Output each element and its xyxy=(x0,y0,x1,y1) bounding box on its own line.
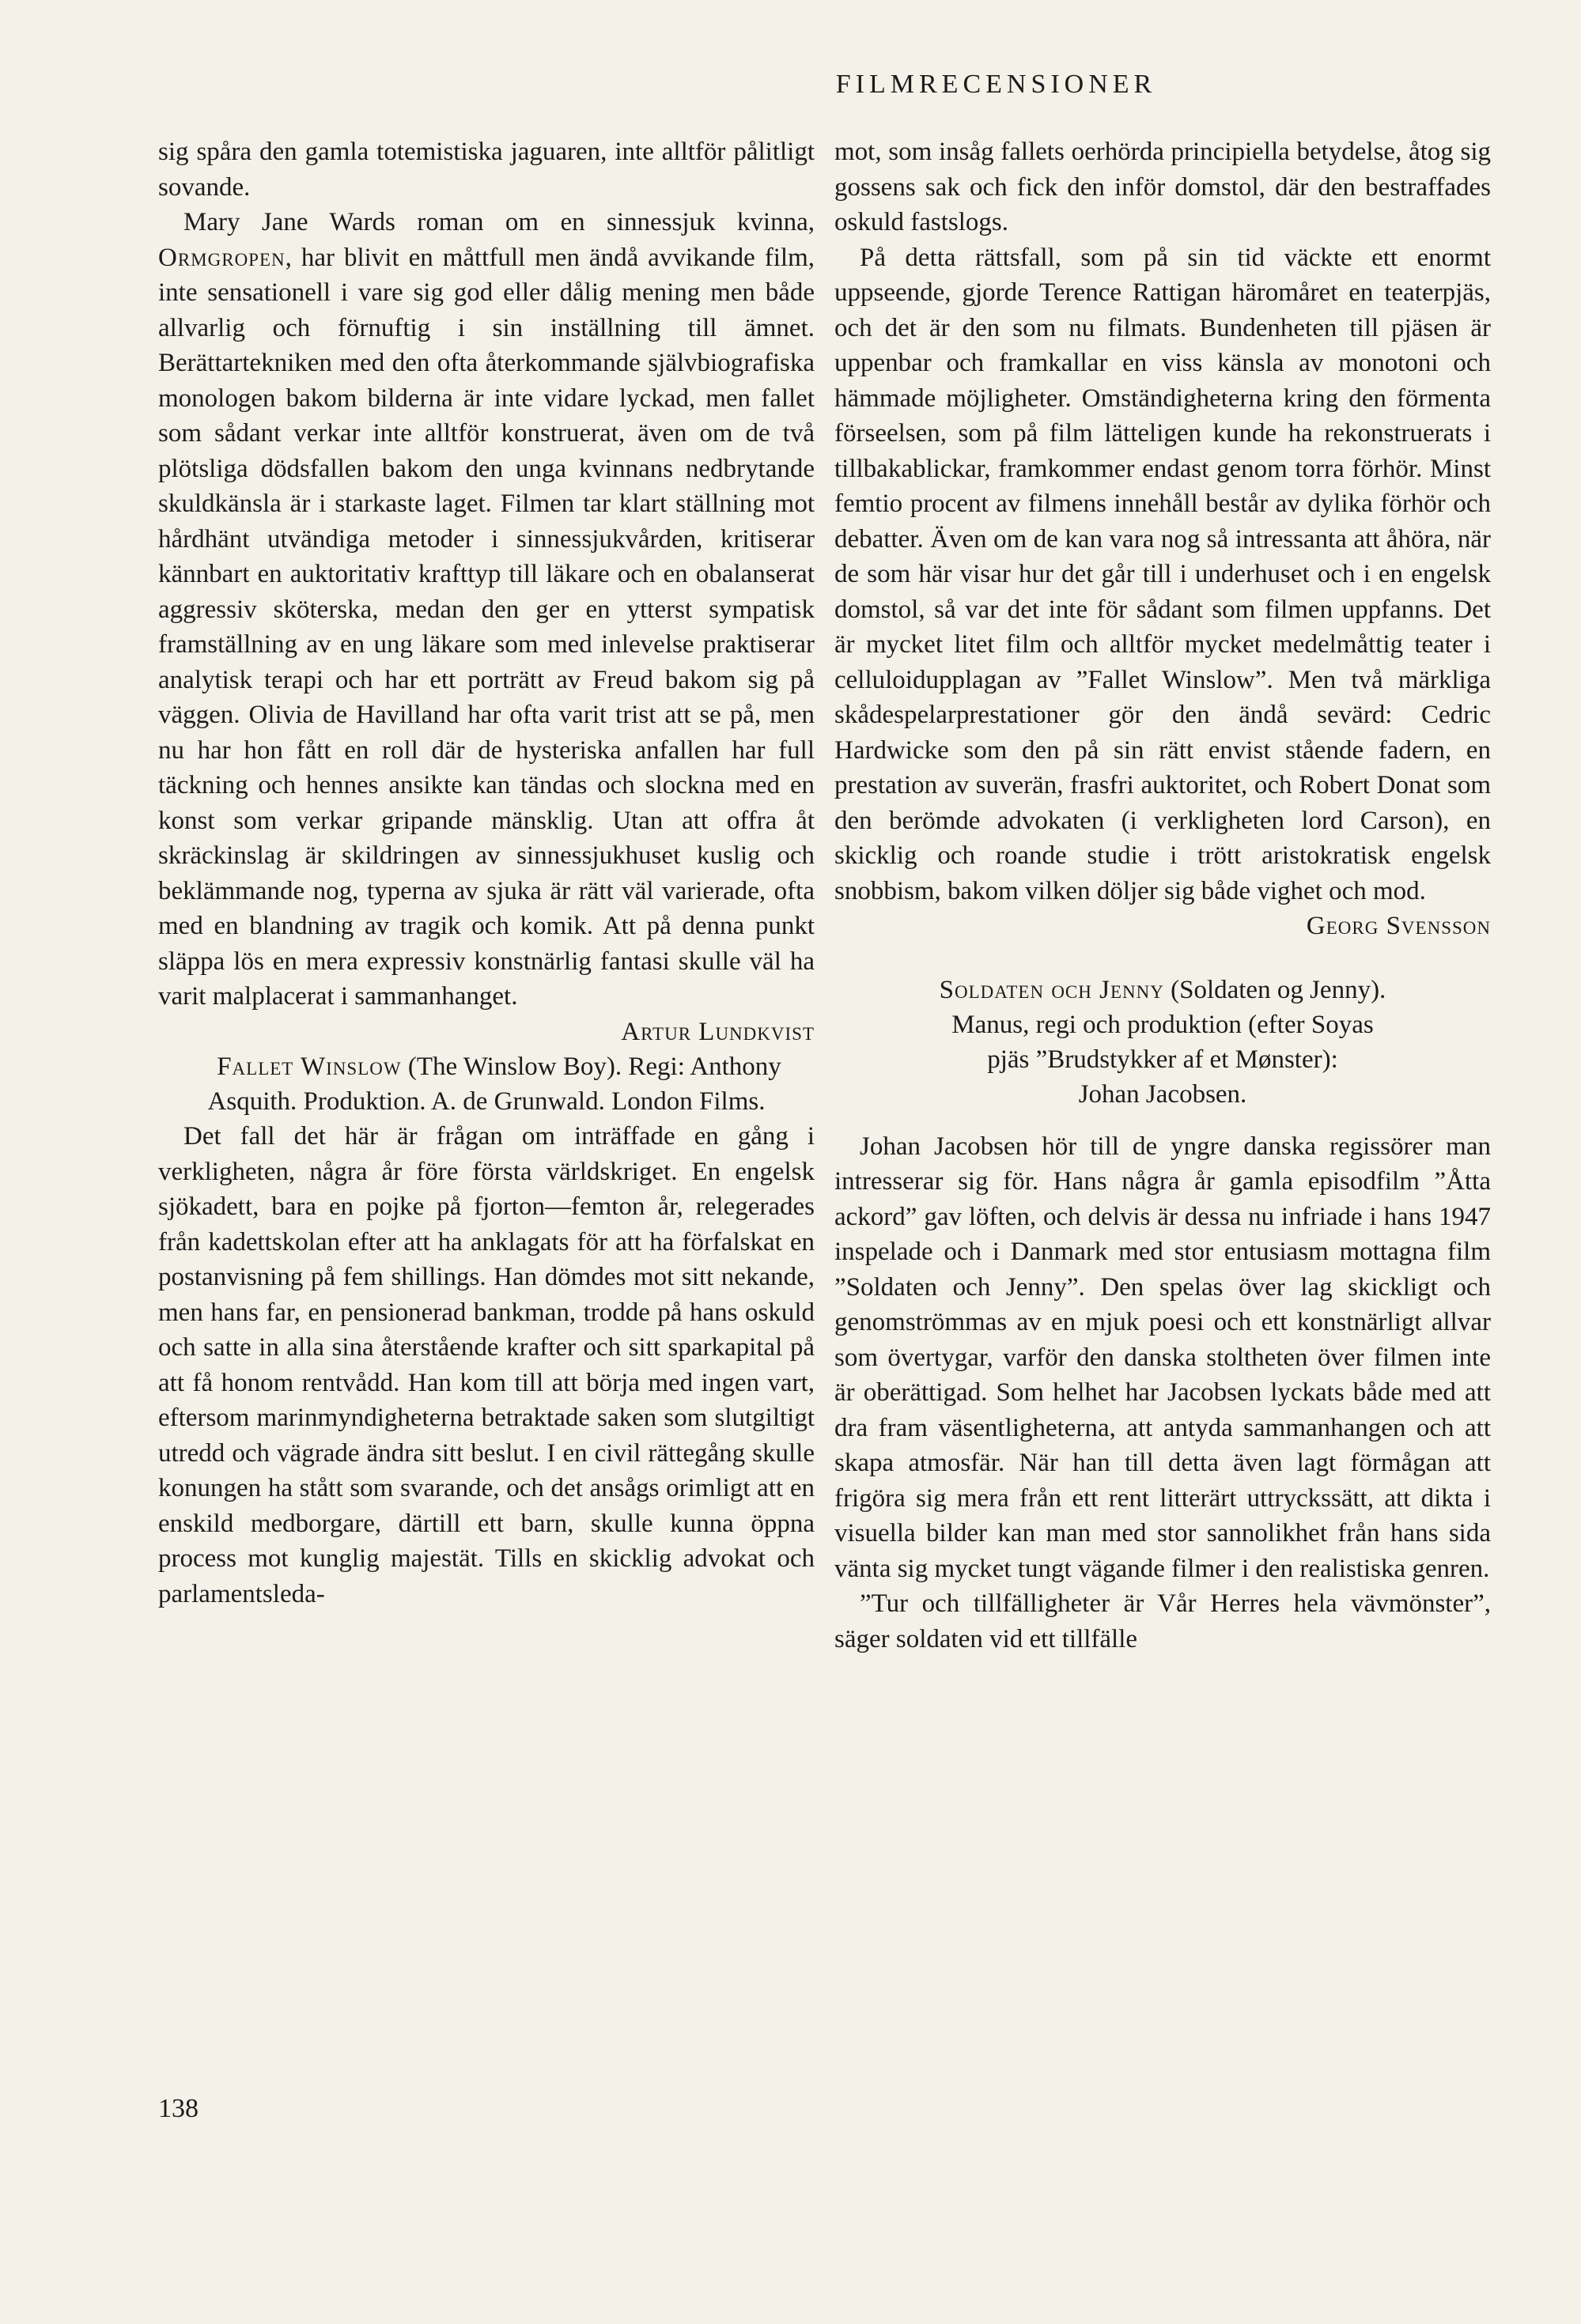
left-column xyxy=(158,134,815,1612)
review-text: , har blivit en måttfull men ändå avvikande film, inte sensationell i vare sig god eller dålig mening men både allvarlig och förnuftig i sin inställning till ämnet. Berättartekniken med den ofta återkommande självbiografiska monologen bakom bilderna är inte vidare lyckad, men fallet som sådant verkar inte alltför konstruerat, även om de två plötsliga dödsfallen bakom den unga kvinnans nedbrytande skuldkänsla är i starkaste laget. Filmen tar klart ställning mot hårdhänt utvändiga metoder i sinnessjukvården, kritiserar kännbart en auktoritativ krafttyp till läkare och en obalanserat aggressiv sköterska, medan den ger en ytterst sympatisk framställning av en ung läkare som med inlevelse praktiserar analytisk terapi och har ett porträtt av Freud bakom sig på väggen. Olivia de Havilland har ofta varit trist att se på, men nu har hon fått en roll där de hysteriska anfallen har full täckning och hennes ansikte kan tändas och slockna med en konst som verkar gripande mänsklig. Utan att offra åt skräckinslag är skildringen av sinnessjukhuset kuslig och beklämmande nog, typerna av sjuka är rätt väl varierade, ofta med en blandning av tragik och komik. Att på denna punkt släppa lös en mera expressiv konstnärlig fantasi skulle väl ha varit malplacerat i sammanhanget. xyxy=(158,243,815,1011)
review-ormgropen xyxy=(158,205,815,1015)
heading-line: Manus, regi och produktion (efter Soyas xyxy=(951,1010,1374,1039)
heading-line: Johan Jacobsen. xyxy=(1078,1079,1247,1109)
film-title: Soldaten och Jenny xyxy=(939,975,1164,1004)
running-head: FILMRECENSIONER xyxy=(835,70,1157,99)
paragraph: mot, som insåg fallets oerhörda principiella betydelse, åtog sig gossens sak och fick den inför domstol, där den bestraffades oskuld fastslogs. xyxy=(834,138,1491,236)
heading-line: pjäs ”Brudstykker af et Mønster): xyxy=(987,1045,1338,1074)
paragraph xyxy=(834,240,1491,940)
page-number: 138 xyxy=(158,2094,199,2123)
right-column xyxy=(834,134,1491,1657)
paragraph: Det fall det här är frågan om inträffade en gång i verkligheten, några år före första världskriget. En engelsk sjökadett, bara en pojke på fjorton—femton år, relegerades från kadettskolan efter att ha anklagats för att ha förfalskat en postanvisning på fem shillings. Han dömdes mot sitt nekande, men hans far, en pensionerad bankman, trodde på hans oskuld och satte in alla sina återstående krafter och sitt sparkapital på att få honom rentvådd. Han kom till att börja med ingen vart, eftersom marinmyndigheterna betraktade saken som slutgiltigt utredd och vägrade ändra sitt beslut. I en civil rättegång skulle konungen ha stått som svarande, och det ansågs orimligt att en enskild medborgare, därtill ett barn, skulle kunna öppna process mot kunglig majestät. Tills en skicklig advokat och parlamentsleda- xyxy=(158,1122,815,1608)
paragraph: sig spåra den gamla totemistiska jaguaren, inte alltför pålitligt sovande. xyxy=(158,138,815,202)
heading-line xyxy=(834,973,1491,1007)
review-heading-soldaten-och-jenny xyxy=(834,944,1491,1112)
reviewer-signature: Artur Lundkvist xyxy=(621,1017,815,1046)
review-text: På detta rättsfall, som på sin tid väckte ett enormt uppseende, gjorde Terence Rattigan häromåret en teaterpjäs, och det är den som nu filmats. Bundenheten till pjäsen är uppenbar och framkallar en viss känsla av monotoni och hämmade möjligheter. Omständigheterna kring den förmenta förseelsen, som på film lätteligen kunde ha rekonstruerats i tillbakablickar, framkommer endast genom torra förhör. Minst femtio procent av filmens innehåll består av dylika förhör och debatter. Även om de kan vara nog så intressanta att åhöra, när de som här visar hur det går till i underhuset och i en engelsk domstol, så var det inte för sådant som filmen uppfanns. Det är mycket litet film och alltför mycket medelmåttig teater i celluloidupplagan av ”Fallet Winslow”. Men två märkliga skådespelarprestationer gör den ändå sevärd: Cedric Hardwicke som den på sin rätt envist stående fadern, en prestation av suverän, frasfri auktoritet, och Robert Donat som den berömde advokaten (i verkligheten lord Carson), en skicklig och roande studie i trött aristokratisk engelsk snobbism, bakom vilken döljer sig både vighet och mod. xyxy=(834,243,1491,905)
paragraph: Johan Jacobsen hör till de yngre danska regissörer man intresserar sig för. Hans några år gamla episodfilm ”Åtta ackord” gav löften, och delvis är dessa nu infriade i hans 1947 inspelade och i Danmark med stor entusiasm mottagna film ”Soldaten och Jenny”. Den spelas över lag skickligt och genomströmmas av en mjuk poesi och ett konstnärligt allvar som övertygar, varför den danska stoltheten över filmen inte är oberättigad. Som helhet har Jacobsen lyckats både med att dra fram väsentligheterna, att antyda sammanhangen och att skapa atmosfär. När han till detta även lagt förmågan att frigöra sig mera från ett rent litterärt uttryckssätt, att dikta i visuella bilder kan man med stor sannolikhet från hans sida vänta sig mycket tungt vägande filmer i den realistiska genren. xyxy=(834,1132,1491,1583)
paragraph: ”Tur och tillfälligheter är Vår Herres hela vävmönster”, säger soldaten vid ett tillfälle xyxy=(834,1589,1491,1653)
film-title: Ormgropen xyxy=(158,243,286,272)
film-title: Fallet Winslow xyxy=(217,1052,402,1081)
review-heading-fallet-winslow xyxy=(158,1049,815,1119)
review-text: Mary Jane Wards roman om en sinnessjuk kvinna, xyxy=(183,208,815,236)
reviewer-signature: Georg Svensson xyxy=(1306,912,1491,940)
original-title: (Soldaten og Jenny). xyxy=(1163,975,1386,1004)
film-credits: (The Winslow Boy). Regi: Anthony Asquith. Produktion. A. de Grunwald. London Films. xyxy=(207,1052,781,1116)
